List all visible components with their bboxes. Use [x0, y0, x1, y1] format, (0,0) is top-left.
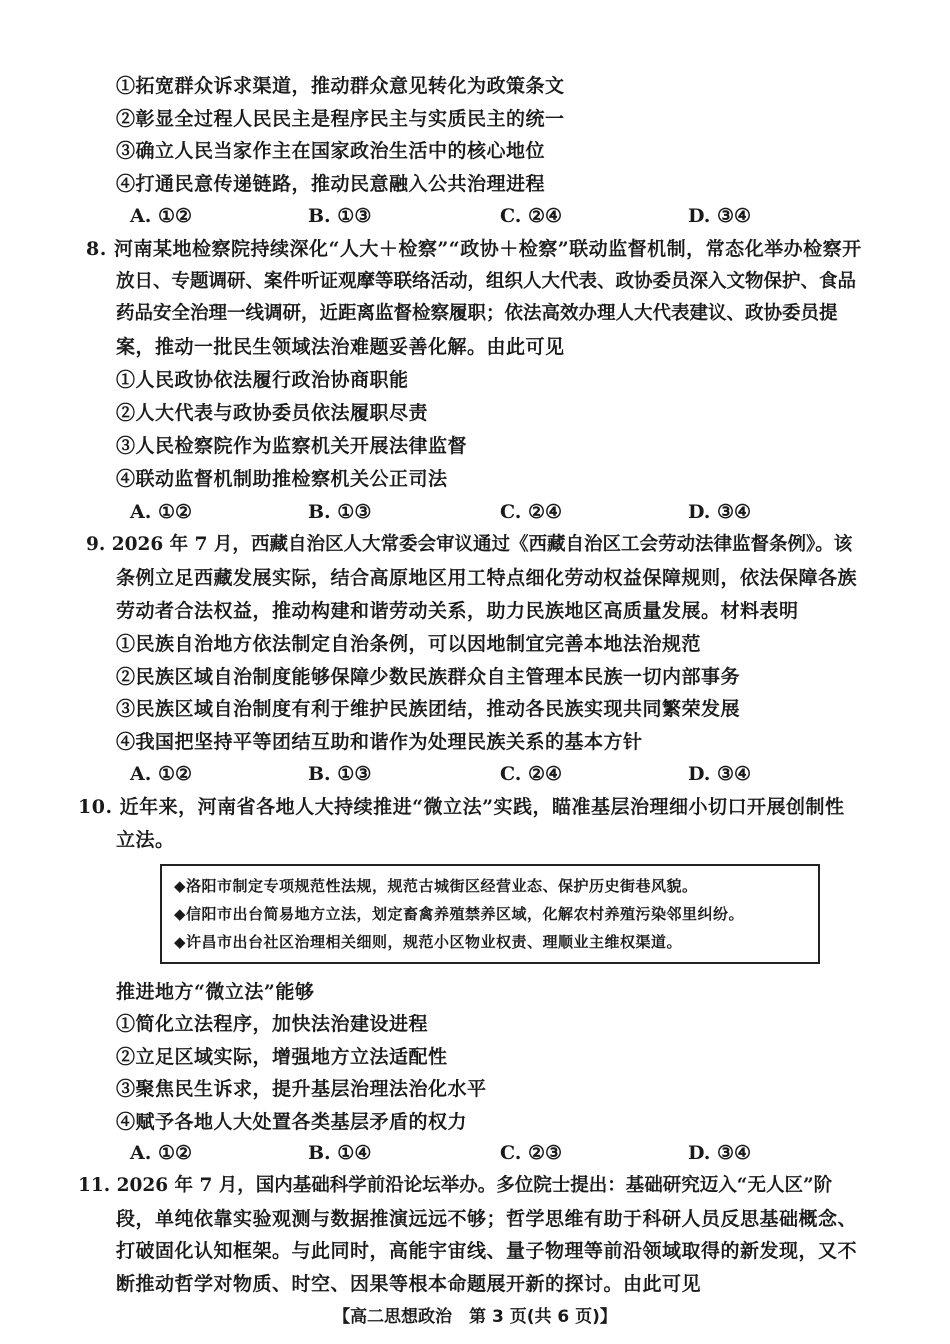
q8-stem-2: 放日、专题调研、案件听证观摩等联络活动，组织人大代表、政协委员深入文物保护、食品 [116, 271, 857, 292]
q7-option-d: D. ③④ [688, 205, 752, 227]
q10-option-c: C. ②③ [500, 1142, 563, 1164]
q10-stem-2: 立法。 [116, 829, 175, 851]
q10-option-d: D. ③④ [688, 1142, 752, 1164]
q9-option-d: D. ③④ [688, 763, 752, 785]
q7-item-2: ②彰显全过程人民民主是程序民主与实质民主的统一 [116, 108, 565, 130]
q9-item-3: ③民族区域自治制度有利于维护民族团结，推动各民族实现共同繁荣发展 [116, 698, 741, 720]
q10-material-box [160, 864, 820, 964]
q9-stem-3: 劳动者合法权益，推动构建和谐劳动关系，助力民族地区高质量发展。材料表明 [116, 600, 799, 622]
q8-item-3: ③人民检察院作为监察机关开展法律监督 [116, 435, 468, 457]
q7-item-4: ④打通民意传递链路，推动民意融入公共治理进程 [116, 173, 546, 195]
q11-stem-4: 断推动哲学对物质、时空、因果等根本命题展开新的探讨。由此可见 [116, 1273, 702, 1295]
q9-item-4: ④我国把坚持平等团结互助和谐作为处理民族关系的基本方针 [116, 731, 643, 753]
q11-stem-2: 段，单纯依靠实验观测与数据推演远远不够；哲学思维有助于科研人员反思基础概念、 [116, 1208, 858, 1230]
q8-option-c: C. ②④ [500, 501, 563, 523]
q10-item-1: ①简化立法程序，加快法治建设进程 [116, 1013, 429, 1035]
q9-item-1: ①民族自治地方依法制定自治条例，可以因地制宜完善本地法治规范 [116, 633, 702, 655]
q8-options [0, 500, 950, 524]
q10-material-3: ◆许昌市出台社区治理相关细则，规范小区物业权责、理顺业主维权渠道。 [174, 933, 683, 951]
q7-option-a: A. ①② [130, 205, 193, 227]
q8-option-b: B. ①③ [308, 501, 372, 523]
q7-option-c: C. ②④ [500, 205, 563, 227]
q10-material-1: ◆洛阳市制定专项规范性法规，规范古城街区经营业态、保护历史街巷风貌。 [174, 877, 698, 895]
q8-stem-1: 8. 河南某地检察院持续深化“人大＋检察”“政协＋检察”联动监督机制，常态化举办检察开 [86, 238, 862, 260]
q10-option-b: B. ①④ [308, 1142, 372, 1164]
q9-item-2: ②民族区域自治制度能够保障少数民族群众自主管理本民族一切内部事务 [116, 666, 741, 688]
q10-stem-1: 10. 近年来，河南省各地人大持续推进“微立法”实践，瞄准基层治理细小切口开展创制性 [78, 796, 845, 818]
q8-item-2: ②人大代表与政协委员依法履职尽责 [116, 402, 429, 424]
q9-option-a: A. ①② [130, 763, 193, 785]
q9-option-b: B. ①③ [308, 763, 372, 785]
q8-option-a: A. ①② [130, 501, 193, 523]
q11-stem-3: 打破固化认知框架。与此同时，高能宇宙线、量子物理等前沿领域取得的新发现，又不 [116, 1240, 858, 1262]
q11-stem-1: 11. 2026 年 7 月，国内基础科学前沿论坛举办。多位院士提出：基础研究迈入“无人区”阶 [78, 1175, 833, 1196]
q10-item-2: ②立足区域实际，增强地方立法适配性 [116, 1046, 448, 1068]
q8-option-d: D. ③④ [688, 501, 752, 523]
q9-option-c: C. ②④ [500, 763, 563, 785]
q8-stem-3: 药品安全治理一线调研，近距离监督检察履职；依法高效办理人大代表建议、政协委员提 [116, 303, 838, 324]
q10-options [0, 1141, 950, 1165]
q9-stem-2: 条例立足西藏发展实际，结合高原地区用工特点细化劳动权益保障规则，依法保障各族 [116, 567, 858, 589]
q7-item-3: ③确立人民当家作主在国家政治生活中的核心地位 [116, 140, 546, 162]
q8-item-1: ①人民政协依法履行政治协商职能 [116, 369, 409, 391]
q7-options [0, 204, 950, 228]
page-footer: 【高二思想政治 第 3 页(共 6 页)】 [333, 1307, 617, 1327]
q10-item-4: ④赋予各地人大处置各类基层矛盾的权力 [116, 1111, 468, 1133]
q8-item-4: ④联动监督机制助推检察机关公正司法 [116, 468, 448, 490]
q9-stem-1: 9. 2026 年 7 月，西藏自治区人大常委会审议通过《西藏自治区工会劳动法律监督条例》。该 [86, 534, 853, 555]
q8-stem-4: 案，推动一批民生领域法治难题妥善化解。由此可见 [116, 336, 565, 358]
q10-prompt: 推进地方“微立法”能够 [116, 981, 315, 1003]
q7-option-b: B. ①③ [308, 205, 372, 227]
q7-item-1: ①拓宽群众诉求渠道，推动群众意见转化为政策条文 [116, 75, 565, 97]
q10-item-3: ③聚焦民生诉求，提升基层治理法治化水平 [116, 1078, 487, 1100]
q10-material-2: ◆信阳市出台简易地方立法，划定畜禽养殖禁养区域，化解农村养殖污染邻里纠纷。 [174, 905, 745, 923]
q10-option-a: A. ①② [130, 1142, 193, 1164]
q9-options [0, 762, 950, 786]
